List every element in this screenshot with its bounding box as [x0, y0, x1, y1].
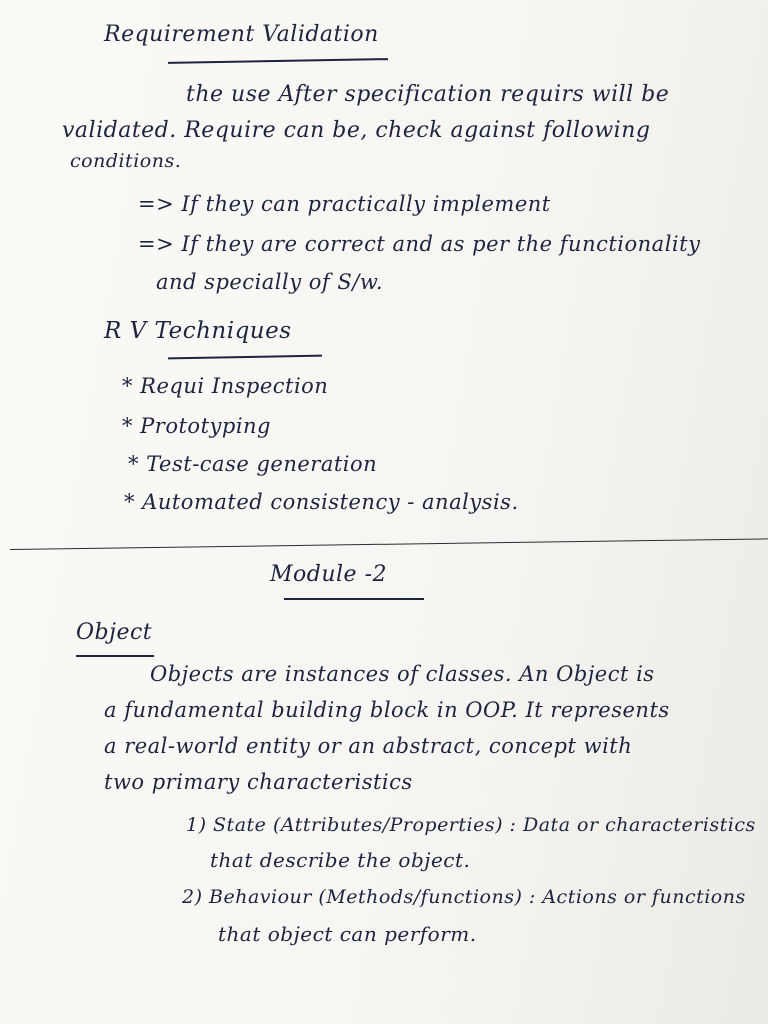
- paragraph-line: Objects are instances of classes. An Object is: [150, 662, 655, 686]
- paragraph-line: two primary characteristics: [104, 770, 413, 794]
- heading-underline: [168, 355, 322, 360]
- paragraph-line: a real-world entity or an abstract, concept with: [104, 734, 633, 758]
- rv-techniques-heading: R V Techniques: [104, 318, 292, 344]
- requirement-validation-heading: Requirement Validation: [104, 22, 379, 47]
- heading-underline: [284, 598, 424, 600]
- paragraph-line: a fundamental building block in OOP. It represents: [104, 698, 670, 722]
- heading-underline: [168, 58, 388, 64]
- characteristic-continuation: that describe the object.: [210, 848, 471, 872]
- characteristic-item: 2) Behaviour (Methods/functions) : Actions or functions: [182, 886, 746, 908]
- paragraph-line: conditions.: [70, 150, 182, 172]
- technique-item: * Test-case generation: [128, 452, 378, 476]
- condition-item: => If they are correct and as per the functionality: [138, 232, 701, 256]
- section-divider: [10, 538, 768, 550]
- object-heading: Object: [76, 620, 153, 645]
- paragraph-line: validated. Require can be, check against following: [62, 118, 651, 143]
- technique-item: * Automated consistency - analysis.: [124, 490, 519, 514]
- technique-item: * Requi Inspection: [122, 374, 329, 398]
- condition-item: and specially of S/w.: [156, 270, 383, 294]
- characteristic-continuation: that object can perform.: [218, 922, 477, 946]
- technique-item: * Prototyping: [122, 414, 271, 438]
- paragraph-line: the use After specification requirs will be: [186, 82, 670, 107]
- module-heading: Module -2: [270, 562, 388, 587]
- characteristic-item: 1) State (Attributes/Properties) : Data or characteristics: [186, 814, 756, 836]
- heading-underline: [76, 655, 154, 657]
- condition-item: => If they can practically implement: [138, 192, 551, 216]
